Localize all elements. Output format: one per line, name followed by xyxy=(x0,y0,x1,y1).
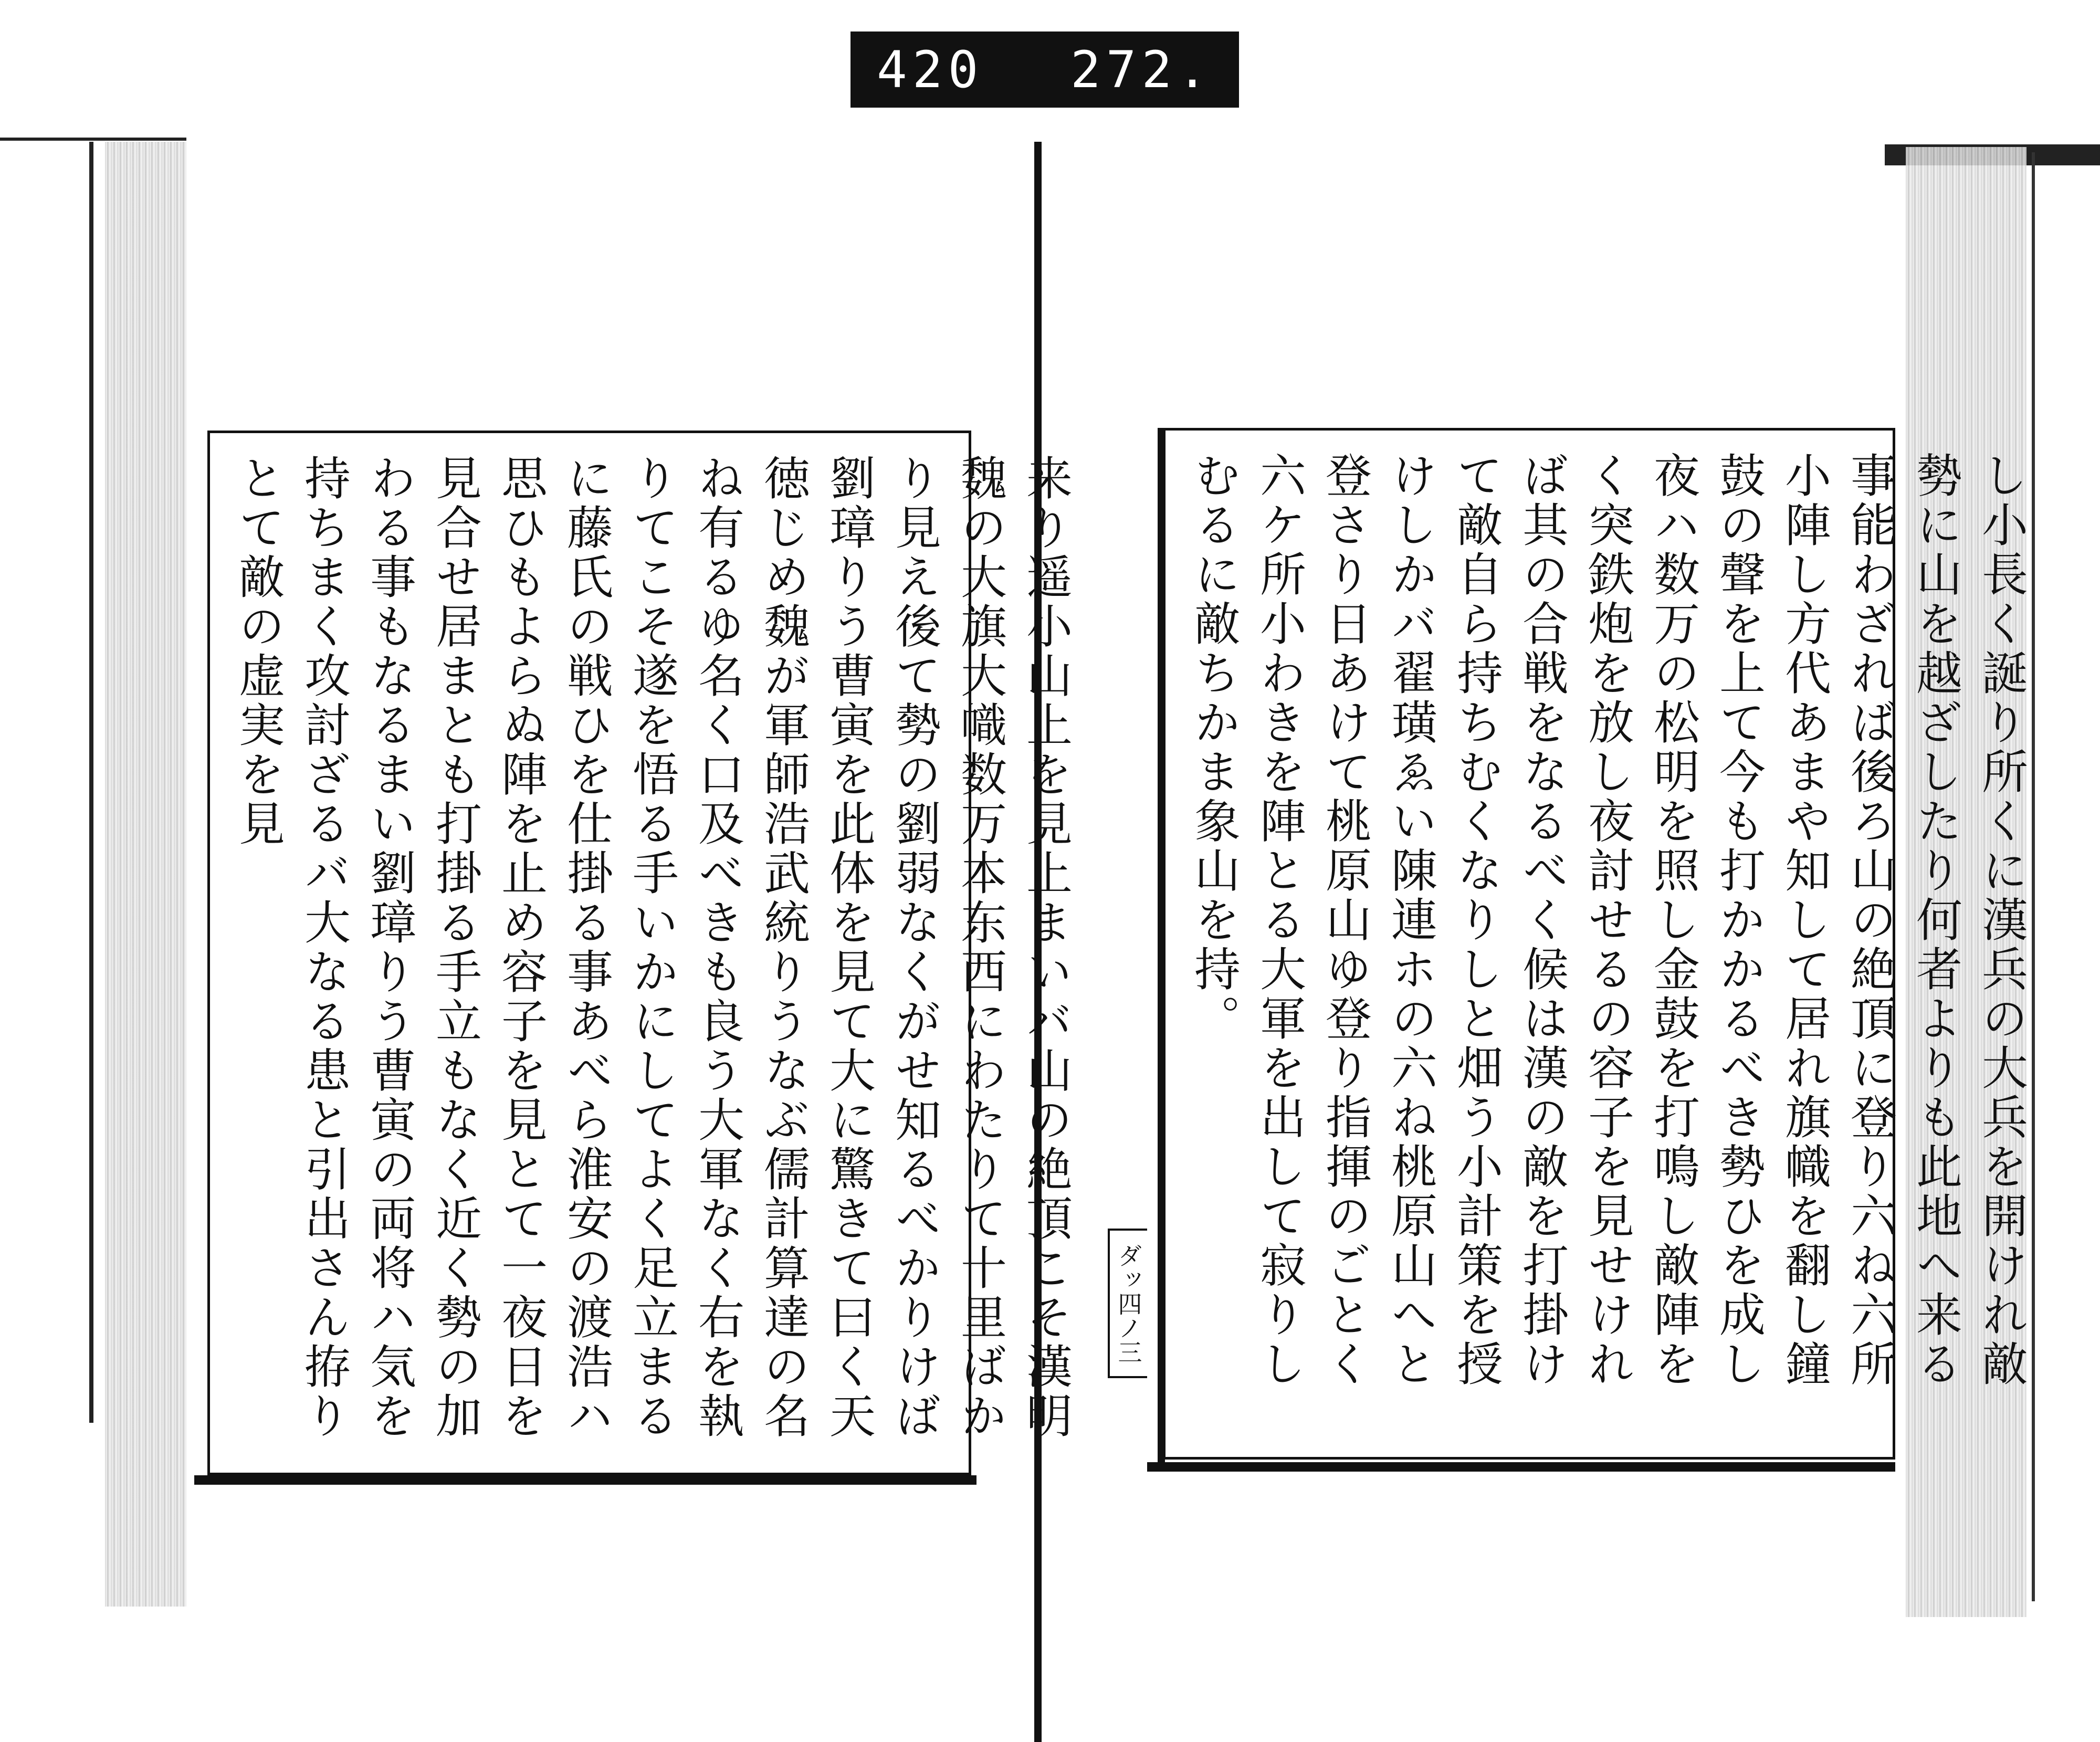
page-tab-label: ダッ四ノ三 xyxy=(1108,1229,1147,1378)
right-page-text-block xyxy=(1163,428,2029,1460)
top-rule-left xyxy=(0,138,186,141)
left-page-text-block xyxy=(207,431,1073,1475)
frame-counter-label xyxy=(850,32,1239,108)
frame-right-number: 272. xyxy=(1070,40,1213,99)
left-edge-line xyxy=(89,142,93,1423)
left-block-bottom-rule xyxy=(194,1475,976,1485)
right-block-bottom-rule xyxy=(1147,1462,1895,1472)
right-page-text: し小長く誕り所くに漢兵の大兵を開けれ敵勢に山を越ざしたり何者よりも此地へ来る事能わざれば後ろ山の絶頂に登り六ね六所小陣し方代あまや知して居れ旗幟を翻し鐘鼓の聲を上て今も打かかるべき勢ひを成し夜ハ数万の松明を照し金鼓を打鳴し敵陣をく突鉄炮を放し夜討せるの容子を見せければ其の合戦をなるべく候は漢の敵を打掛けて敵自ら持ちむくなりしと畑う小計策を授けしかバ翟璜ゑい陳連ホの六ね桃原山へと登さり日あけて桃原山ゆ登り指揮のごとく六ケ所小わきを陣とる大軍を出して寂りしむるに敵ちかま象山を持。 xyxy=(1187,452,2029,1389)
frame-left-number: 420 xyxy=(877,40,984,99)
left-page-edge xyxy=(105,142,186,1607)
left-page-text: 来り遥小山上を見上まいバ山の絶頂こそ漢明魏の大旗大幟数万本东西にわたりて十里ばかり見え後て勢の劉弱なくがせ知るべかりけば劉璋りう曹寅を此体を見て大に驚きて曰く天徳じめ魏が軍師浩武統りうなぶ儒計算達の名ね有るゆ名く口及べきも良う大軍なく右を執りてこそ遂を悟る手いかにしてよく足立まるに藤氏の戦ひを仕掛る事あべら淮安の渡浩ハ思ひもよらぬ陣を止め容子を見とて一夜日を見合せ居まとも打掛る手立もなく近く勢の加わる事もなるまい劉璋りう曹寅の両将ハ気を持ちまく攻討ざるバ大なる患と引出さん拵りとて敵の虚実を見 xyxy=(232,454,1073,1441)
